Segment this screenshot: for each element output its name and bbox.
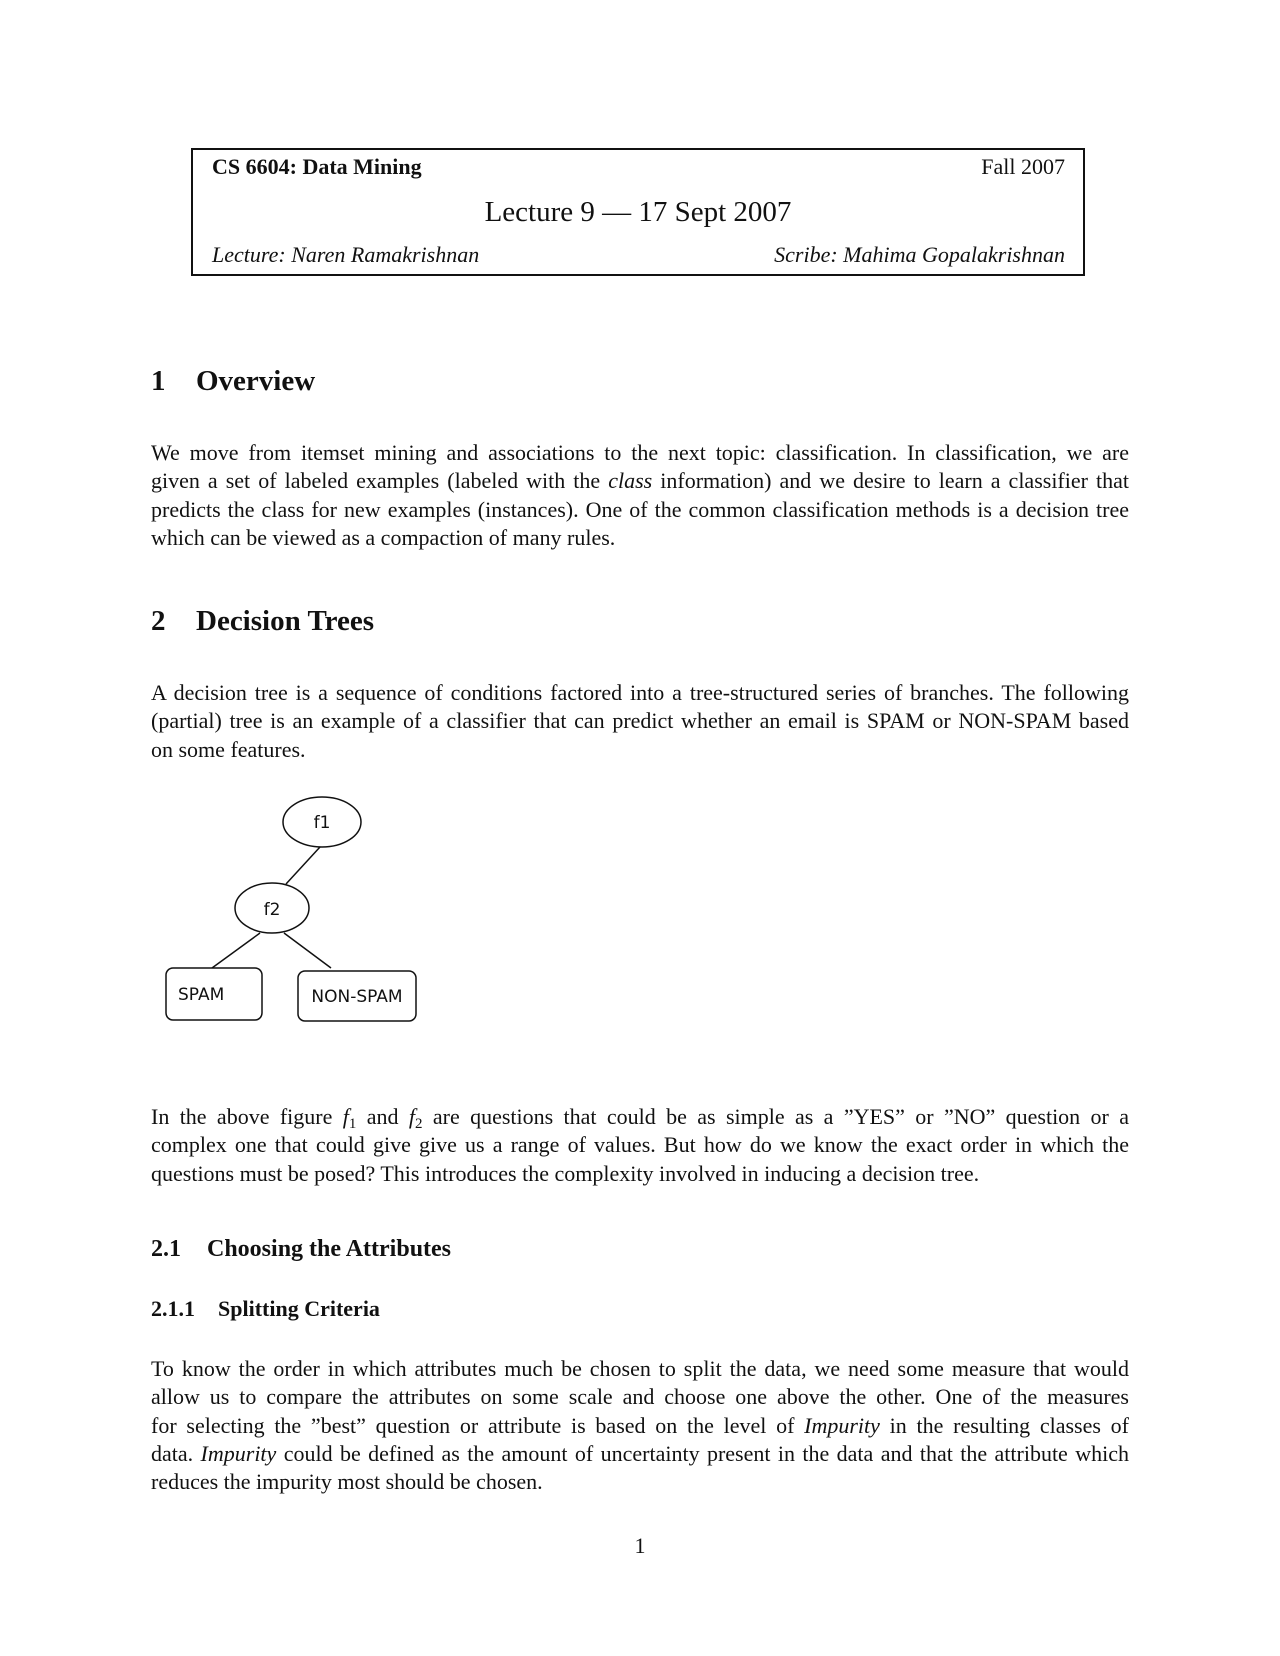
course-name: CS 6604: Data Mining [212, 154, 422, 179]
text-line: We move from itemset mining and associations to the next topic: classification. In classification, we are [151, 440, 1129, 465]
scribe: Scribe: Mahima Gopalakrishnan [774, 242, 1065, 267]
subsection-number: 2.1 [151, 1236, 181, 1262]
figure-discussion-paragraph [151, 1103, 1129, 1188]
math-subscript: 2 [414, 1116, 423, 1132]
emphasis-class: class [608, 468, 653, 494]
text-line [151, 1440, 1129, 1468]
page-number: 1 [634, 1533, 646, 1558]
node-f2-label: f2 [263, 900, 281, 920]
leaf-nonspam-label: NON-SPAM [311, 987, 403, 1007]
text-line: on some features. [151, 736, 306, 762]
subsubsection-heading-splitting-criteria [151, 1296, 380, 1322]
lecture-header-box [191, 148, 1085, 276]
text-run: could be defined as the amount of uncertainty present in the data and that the attribute which [276, 1440, 1129, 1466]
text-line: allow us to compare the attributes on some scale and choose one above the other. One of the measures [151, 1384, 1129, 1410]
math-var: f [408, 1104, 415, 1129]
text-line: questions must be posed? This introduces the complexity involved in inducing a decision tree. [151, 1160, 980, 1186]
overview-paragraph [151, 439, 1129, 552]
text-line: (partial) tree is an example of a classifier that can predict whether an email is SPAM or NON-SPAM based [151, 708, 1129, 734]
math-f2 [408, 1104, 423, 1132]
node-f1-label: f1 [313, 813, 331, 833]
subsection-title: Choosing the Attributes [207, 1236, 452, 1262]
section-title: Overview [196, 365, 316, 397]
splitting-criteria-paragraph [151, 1355, 1129, 1496]
section-number: 2 [151, 605, 166, 637]
decision-tree-diagram [160, 785, 430, 1025]
text-line [151, 1103, 1129, 1131]
leaf-spam-label: SPAM [178, 985, 225, 1005]
edge-f2-spam [212, 933, 260, 968]
text-run: for selecting the ”best” question or attribute is based on the level of [151, 1412, 805, 1438]
math-var: f [342, 1104, 349, 1129]
decision-tree-figure [160, 785, 430, 1025]
text-line: which can be viewed as a compaction of many rules. [151, 524, 616, 550]
text-line [151, 467, 1129, 495]
decision-trees-paragraph [151, 679, 1129, 764]
subsubsection-title: Splitting Criteria [218, 1296, 380, 1321]
text-run: In the above figure [151, 1104, 343, 1129]
math-f1 [342, 1104, 357, 1132]
section-heading-decision-trees [151, 605, 374, 638]
lecture-title: Lecture 9 — 17 Sept 2007 [484, 196, 792, 228]
term: Fall 2007 [981, 154, 1065, 179]
text-line: predicts the class for new examples (instances). One of the common classification methods is a decision tree [151, 496, 1129, 522]
edge-f1-f2 [286, 847, 320, 884]
text-line: complex one that could give give us a range of values. But how do we know the exact order in which the [151, 1132, 1129, 1158]
section-title: Decision Trees [196, 605, 375, 637]
subsection-heading-choosing-attributes [151, 1236, 451, 1263]
text-run: data. [151, 1440, 201, 1466]
emphasis-impurity: Impurity [804, 1412, 880, 1438]
emphasis-impurity: Impurity [200, 1440, 277, 1466]
text-line: To know the order in which attributes much be chosen to split the data, we need some measure that would [151, 1356, 1129, 1381]
text-run: are questions that could be as simple as a ”YES” or ”NO” question or a [422, 1104, 1130, 1129]
text-run: and [356, 1104, 409, 1129]
text-run: information) and we desire to learn a classifier that [652, 468, 1129, 494]
section-number: 1 [151, 365, 166, 397]
subsubsection-number: 2.1.1 [151, 1296, 195, 1321]
text-run: in the resulting classes of [879, 1412, 1129, 1438]
text-run: given a set of labeled examples (labeled with the [151, 468, 609, 494]
math-subscript: 1 [348, 1116, 357, 1132]
edge-f2-nonspam [284, 933, 331, 968]
lecturer: Lecture: Naren Ramakrishnan [212, 242, 480, 267]
text-line: reduces the impurity most should be chosen. [151, 1469, 543, 1495]
section-heading-overview [151, 365, 315, 398]
text-line [151, 1412, 1129, 1440]
text-line: A decision tree is a sequence of conditions factored into a tree-structured series of branches. The following [151, 680, 1129, 705]
